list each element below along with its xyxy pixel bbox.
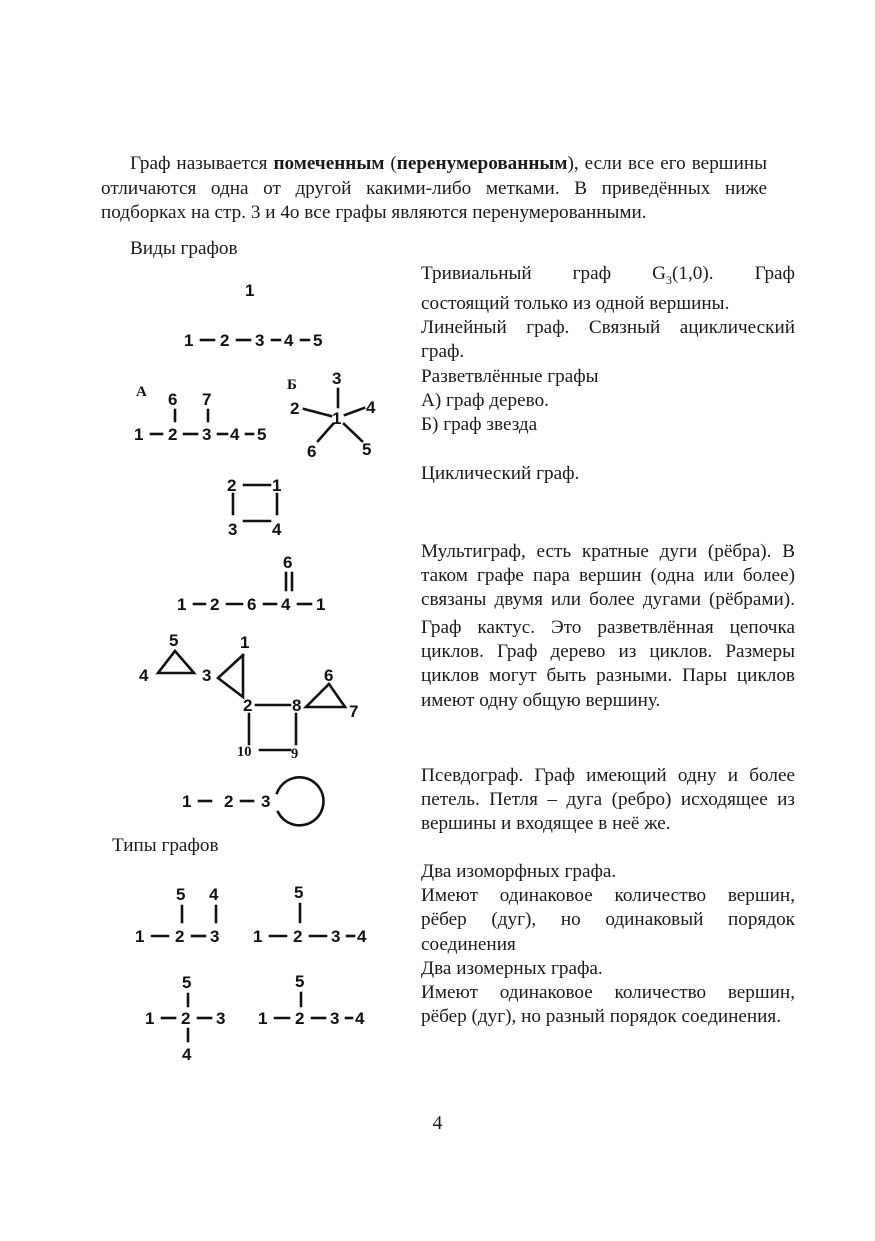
vertex-label: 1 <box>258 1009 268 1028</box>
edge <box>344 424 362 441</box>
vertex-label: 4 <box>139 666 149 685</box>
star-graph-figure <box>287 369 376 461</box>
vertex-label: 2 <box>168 425 178 444</box>
vertex-label: 1 <box>184 331 194 350</box>
desc-line: состоящий только из одной вершины. <box>421 293 730 315</box>
desc-line: Тривиальный граф $G_3(1,0)$. Граф <box>421 263 795 287</box>
vertex-label: 3 <box>202 666 212 685</box>
vertex-label: 6 <box>324 666 334 685</box>
vertex-label: 5 <box>313 331 323 350</box>
intro-text-3: ), если все его вершины отличаются одна от другой какими-либо метками. В приведённых ниже подборках на стр. 3 и 4о все графы являются перенумерованными. <box>101 153 767 224</box>
edge <box>318 424 333 441</box>
isomeric-graph-1-figure <box>145 973 225 1064</box>
vertex-label: 1 <box>253 927 263 946</box>
star-marker-label: Б <box>287 377 297 393</box>
vertex-label: 1 <box>182 792 192 811</box>
vertex-label: 2 <box>227 476 237 495</box>
vertex-label: 2 <box>224 792 234 811</box>
vertex-label: 1 <box>135 927 145 946</box>
vertex-label: 4 <box>357 927 367 946</box>
vertex-label: 7 <box>349 702 359 721</box>
vertex-label: 1 <box>245 281 255 300</box>
vertex-label: 4 <box>355 1009 365 1028</box>
intro-text-2: ( <box>384 153 397 174</box>
cyclic-graph-figure <box>227 476 282 539</box>
vertex-label: 6 <box>283 553 293 572</box>
vertex-label: 2 <box>243 696 253 715</box>
edge <box>218 655 243 697</box>
vertex-label: 4 <box>281 595 291 614</box>
desc-line: Б) граф звезда <box>421 414 538 436</box>
vertex-label: 3 <box>332 369 342 388</box>
vertex-label: 2 <box>290 399 300 418</box>
vertex-label: 3 <box>202 425 212 444</box>
heading-types-of-graphs: Виды графов <box>130 238 238 259</box>
vertex-label: 2 <box>220 331 230 350</box>
tree-graph-figure <box>134 384 266 444</box>
vertex-label: 4 <box>366 398 376 417</box>
desc-pseudograph: Псевдограф. Граф имеющий одну и более петель. Петля – дуга (ребро) исходящее из вершины и входящее в неё же. <box>421 765 795 835</box>
isomorphic-graph-1-figure <box>135 885 219 946</box>
term-renumbered: перенумерованным <box>396 153 568 174</box>
edge <box>158 651 194 673</box>
vertex-label: 1 <box>332 409 342 428</box>
vertex-label: 5 <box>295 972 305 991</box>
vertex-label: 1 <box>272 476 282 495</box>
multigraph-figure <box>177 553 325 614</box>
desc-line: А) граф дерево. <box>421 389 549 411</box>
vertex-label: 3 <box>210 927 220 946</box>
cactus-graph-figure <box>139 631 358 762</box>
vertex-label: 4 <box>284 331 294 350</box>
vertex-label: 6 <box>247 595 257 614</box>
vertex-label: 3 <box>261 792 271 811</box>
vertex-label: 5 <box>257 425 267 444</box>
desc-line: граф. <box>421 341 465 363</box>
vertex-label: 4 <box>182 1045 192 1064</box>
vertex-label: 1 <box>145 1009 155 1028</box>
linear-graph-figure <box>184 331 322 350</box>
vertex-label: 5 <box>294 883 304 902</box>
vertex-label: 3 <box>228 520 238 539</box>
vertex-label: 4 <box>230 425 240 444</box>
vertex-label: 2 <box>295 1009 305 1028</box>
isomorphic-graph-2-figure <box>253 883 367 946</box>
vertex-label: 4 <box>272 520 282 539</box>
vertex-label: 1 <box>316 595 326 614</box>
vertex-label: 8 <box>292 696 302 715</box>
vertex-label: 5 <box>182 973 192 992</box>
pseudograph-figure <box>182 777 324 825</box>
loop-edge <box>277 777 324 825</box>
page-number: 4 <box>432 1112 443 1134</box>
edge <box>306 684 345 707</box>
trivial-graph-figure <box>245 281 254 300</box>
vertex-label: 5 <box>176 885 186 904</box>
vertex-label: 1 <box>240 633 250 652</box>
vertex-label: 5 <box>169 631 179 650</box>
desc-cyclic-graph: Циклический граф. <box>421 463 580 484</box>
vertex-label: 6 <box>307 442 317 461</box>
vertex-label: 2 <box>175 927 185 946</box>
vertex-label: 2 <box>181 1009 191 1028</box>
desc-multigraph: Мультиграф, есть кратные дуги (рёбра). В таком графе пара вершин (одна или более) связаны двумя или более дугами (рёбрами). <box>421 541 795 611</box>
vertex-label: 1 <box>134 425 144 444</box>
vertex-label: 4 <box>209 885 219 904</box>
vertex-label: 9 <box>291 746 299 762</box>
desc-line: Линейный граф. Связный ациклический <box>421 317 795 339</box>
vertex-label: 3 <box>331 927 341 946</box>
vertex-label: 3 <box>255 331 265 350</box>
vertex-label: 6 <box>168 390 178 409</box>
intro-text-1: Граф называется <box>130 153 274 174</box>
isomeric-graph-2-figure <box>258 972 365 1028</box>
heading-kinds-of-graphs: Типы графов <box>112 835 219 856</box>
vertex-label: 7 <box>202 390 212 409</box>
term-labeled: помеченным <box>273 153 385 174</box>
vertex-label: 5 <box>362 440 372 459</box>
edge <box>304 409 331 416</box>
vertex-label: 2 <box>293 927 303 946</box>
desc-cactus-graph: Граф кактус. Это разветвлённая цепочка циклов. Граф дерево из циклов. Размеры циклов могут быть разными. Пары циклов имеют одну общую вершину. <box>421 617 795 711</box>
vertex-label: 3 <box>216 1009 226 1028</box>
vertex-label: 10 <box>237 744 252 760</box>
edge <box>345 408 364 415</box>
vertex-label: 1 <box>177 595 187 614</box>
desc-line: Разветвлённые графы <box>421 365 599 387</box>
vertex-label: 3 <box>330 1009 340 1028</box>
vertex-label: 2 <box>210 595 220 614</box>
desc-isomorphic-graphs: Два изоморфных графа. Имеют одинаковое количество вершин, рёбер (дуг), но одинаковый порядок соединения Два изомерных графа. Имеют одинаковое количество вершин, рёбер (дуг), но разный порядок соединения. <box>421 861 795 1028</box>
tree-marker-label: А <box>136 384 147 400</box>
